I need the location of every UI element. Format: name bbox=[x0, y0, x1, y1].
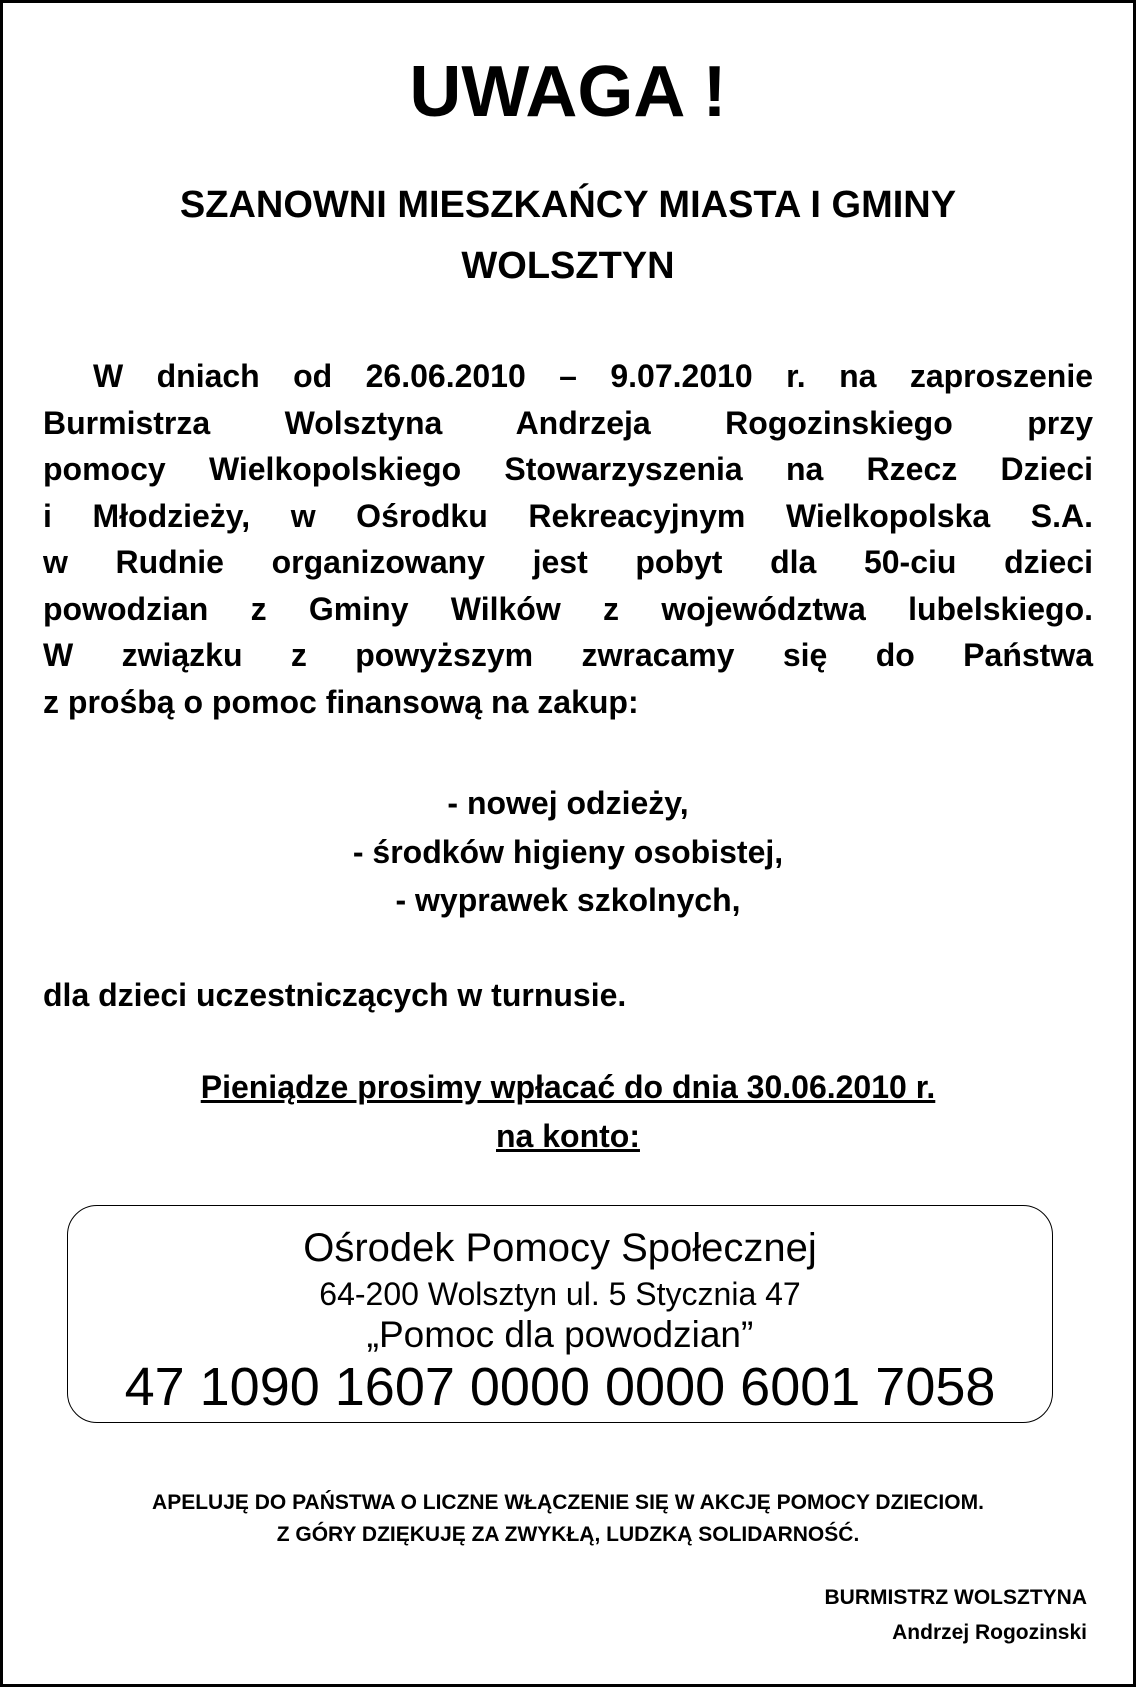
bank-account-box bbox=[67, 1205, 1053, 1423]
intro-line: pomocy Wielkopolskiego Stowarzyszenia na Rzecz Dzieci bbox=[43, 451, 1093, 487]
heading-line-1: SZANOWNI MIESZKAŃCY MIASTA I GMINY bbox=[179, 184, 957, 226]
organization-name: Ośrodek Pomocy Społecznej bbox=[303, 1226, 817, 1270]
appeal-line-2: Z GÓRY DZIĘKUJĘ ZA ZWYKŁĄ, LUDZKĄ SOLIDARNOŚĆ. bbox=[276, 1523, 860, 1546]
recipients-text: dla dzieci uczestniczących w turnusie. bbox=[43, 977, 627, 1013]
intro-paragraph bbox=[43, 353, 1093, 725]
intro-line: Burmistrza Wolsztyna Andrzeja Rogozinskiego przy bbox=[43, 404, 1093, 441]
deadline-line-1: Pieniądze prosimy wpłacać do dnia 30.06.2010 r. bbox=[200, 1069, 936, 1105]
needs-item: - środków higieny osobistej, bbox=[352, 833, 784, 870]
signature-role: BURMISTRZ WOLSZTYNA bbox=[824, 1586, 1087, 1609]
intro-line: powodzian z Gminy Wilków z województwa lubelskiego. bbox=[43, 590, 1093, 627]
intro-line: i Młodzieży, w Ośrodku Rekreacyjnym Wielkopolska S.A. bbox=[43, 497, 1093, 534]
intro-line: W dniach od 26.06.2010 – 9.07.2010 r. na zaproszenie bbox=[93, 358, 1093, 394]
organization-address: 64-200 Wolsztyn ul. 5 Stycznia 47 bbox=[319, 1276, 801, 1312]
needs-list bbox=[43, 779, 1093, 925]
needs-item: - wyprawek szkolnych, bbox=[395, 882, 741, 918]
deadline-line-2: na konto: bbox=[496, 1118, 640, 1154]
account-number: 47 1090 1607 0000 0000 6001 7058 bbox=[124, 1357, 996, 1417]
transfer-purpose: „Pomoc dla powodzian” bbox=[366, 1314, 754, 1355]
intro-line: w Rudnie organizowany jest pobyt dla 50-ciu dzieci bbox=[43, 544, 1093, 580]
needs-item: - nowej odzieży, bbox=[447, 785, 689, 821]
signature-name: Andrzej Rogozinski bbox=[892, 1621, 1087, 1644]
heading-line-2: WOLSZTYN bbox=[461, 245, 675, 287]
intro-line: W związku z powyższym zwracamy się do Państwa bbox=[43, 637, 1093, 673]
notice-title: UWAGA ! bbox=[409, 52, 727, 132]
appeal-line-1: APELUJĘ DO PAŃSTWA O LICZNE WŁĄCZENIE SIĘ W AKCJĘ POMOCY DZIECIOM. bbox=[152, 1491, 984, 1514]
intro-line: z prośbą o pomoc finansową na zakup: bbox=[43, 683, 639, 720]
